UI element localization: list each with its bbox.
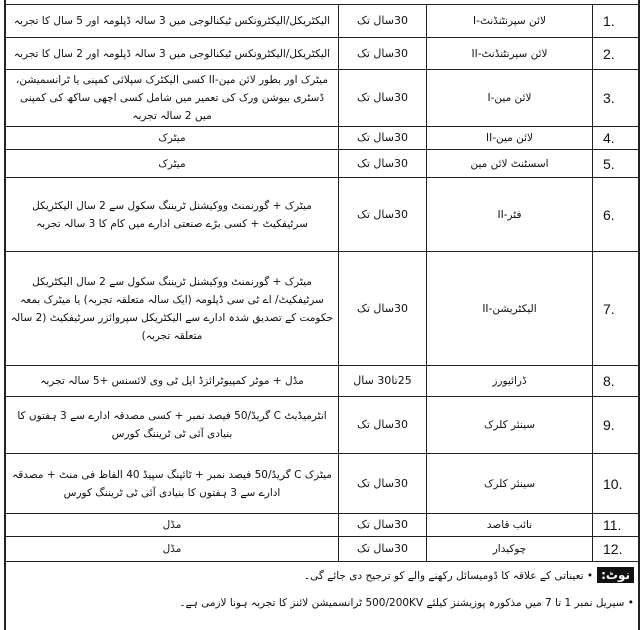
post-cell: فٹر-II [427,178,593,252]
post-cell: لائن مین-II [427,127,593,150]
table-row [6,70,640,127]
qualification-cell: میٹرک + گورنمنٹ ووکیشنل ٹریننگ سکول سے 2 سال الیکٹریکل سرٹیفکیٹ + کسی بڑے صنعتی ادارے میں کام کا 3 سالہ تجربہ [6,178,339,252]
serial-cell: 9. [593,397,640,454]
serial-cell: 11. [593,514,640,537]
age-cell: 30سال تک [339,127,427,150]
serial-cell: 1. [593,5,640,38]
post-cell: ڈرائیورز [427,366,593,397]
qualification-cell: مڈل [6,514,339,537]
qualification-cell: الیکٹریکل/الیکٹرونکس ٹیکنالوجی میں 3 سالہ ڈپلومہ اور 2 سال کا تجربہ [6,38,339,70]
qualification-cell: میٹرک + گورنمنٹ ووکیشنل ٹریننگ سکول سے 2 سال الیکٹریکل سرٹیفکیٹ/ اے ٹی سی ڈپلومہ (ایک سالہ متعلقہ تجربہ) یا میٹرک بمعہ حکومت کے تصدیق شدہ ادارے سے الیکٹریکل سپروائزر سرٹیفکیٹ (2 سالہ متعلقہ تجربہ) [6,252,339,366]
age-cell: 30سال تک [339,514,427,537]
post-cell: اسسٹنٹ لائن مین [427,150,593,178]
table-row [6,252,640,366]
note-label: نوٹ: [597,567,634,583]
age-cell: 30سال تک [339,397,427,454]
age-cell: 30سال تک [339,70,427,127]
post-cell: سینئر کلرک [427,397,593,454]
note-text: • تعیناتی کے علاقہ کا ڈومیسائل رکھنے والے کو ترجیح دی جائے گی۔ [303,570,594,582]
table-row [6,178,640,252]
table-row [6,397,640,454]
qualification-cell: انٹرمیڈیٹ C گریڈ/50 فیصد نمبر + کسی مصدقہ ادارے سے 3 ہفتوں کا بنیادی آئی ٹی ٹریننگ کورس [6,397,339,454]
post-cell: لائن سپرنٹنڈنٹ-II [427,38,593,70]
table-row [6,454,640,514]
note-text: • سیریل نمبر 1 تا 7 میں مذکورہ پوزیشنز کیلئے 500/200KV ٹرانسمیشن لائنز کا تجربہ ہونا لازمی ہے۔ [179,597,634,609]
serial-cell: 5. [593,150,640,178]
serial-cell: 7. [593,252,640,366]
serial-cell: 10. [593,454,640,514]
qualification-cell: مڈل [6,537,339,562]
post-cell: الیکٹریشن-II [427,252,593,366]
serial-cell: 12. [593,537,640,562]
serial-cell: 6. [593,178,640,252]
age-cell: 30سال تک [339,178,427,252]
age-cell: 25تا30 سال [339,366,427,397]
qualification-cell: مڈل + موٹر کمپیوٹرائزڈ ایل ٹی وی لائسنس +5 سالہ تجربہ [6,366,339,397]
qualification-cell: میٹرک اور بطور لائن مین-II کسی الیکٹرک سپلائی کمپنی یا ٹرانسمیشن، ڈسٹری بیوشن ورک کی تعمیر میں شامل کسی اچھی ساکھ کی کمپنی میں 2 سالہ تجربہ [6,70,339,127]
age-cell: 30سال تک [339,150,427,178]
table-row [6,514,640,537]
serial-cell: 3. [593,70,640,127]
jobs-table [5,4,640,562]
qualification-cell: میٹرک C گریڈ/50 فیصد نمبر + ٹائپنگ سپیڈ 40 الفاظ فی منٹ + مصدقہ ادارے سے 3 ہفتوں کا بنیادی آئی ٹی ٹریننگ کورس [6,454,339,514]
age-cell: 30سال تک [339,38,427,70]
qualification-cell: الیکٹریکل/الیکٹرونکس ٹیکنالوجی میں 3 سالہ ڈپلومہ اور 5 سال کا تجربہ [6,5,339,38]
note-2 [179,597,634,609]
age-cell: 30سال تک [339,537,427,562]
qualification-cell: میٹرک [6,150,339,178]
serial-cell: 4. [593,127,640,150]
serial-cell: 2. [593,38,640,70]
serial-cell: 8. [593,366,640,397]
table-row [6,127,640,150]
table-row [6,150,640,178]
table-row [6,366,640,397]
table-row [6,537,640,562]
post-cell: لائن مین-I [427,70,593,127]
age-cell: 30سال تک [339,454,427,514]
table-row [6,5,640,38]
post-cell: سینئر کلرک [427,454,593,514]
qualification-cell: میٹرک [6,127,339,150]
note-1 [304,568,634,582]
post-cell: نائب قاصد [427,514,593,537]
post-cell: چوکیدار [427,537,593,562]
table-row [6,38,640,70]
age-cell: 30سال تک [339,252,427,366]
post-cell: لائن سپرنٹنڈنٹ-I [427,5,593,38]
age-cell: 30سال تک [339,5,427,38]
